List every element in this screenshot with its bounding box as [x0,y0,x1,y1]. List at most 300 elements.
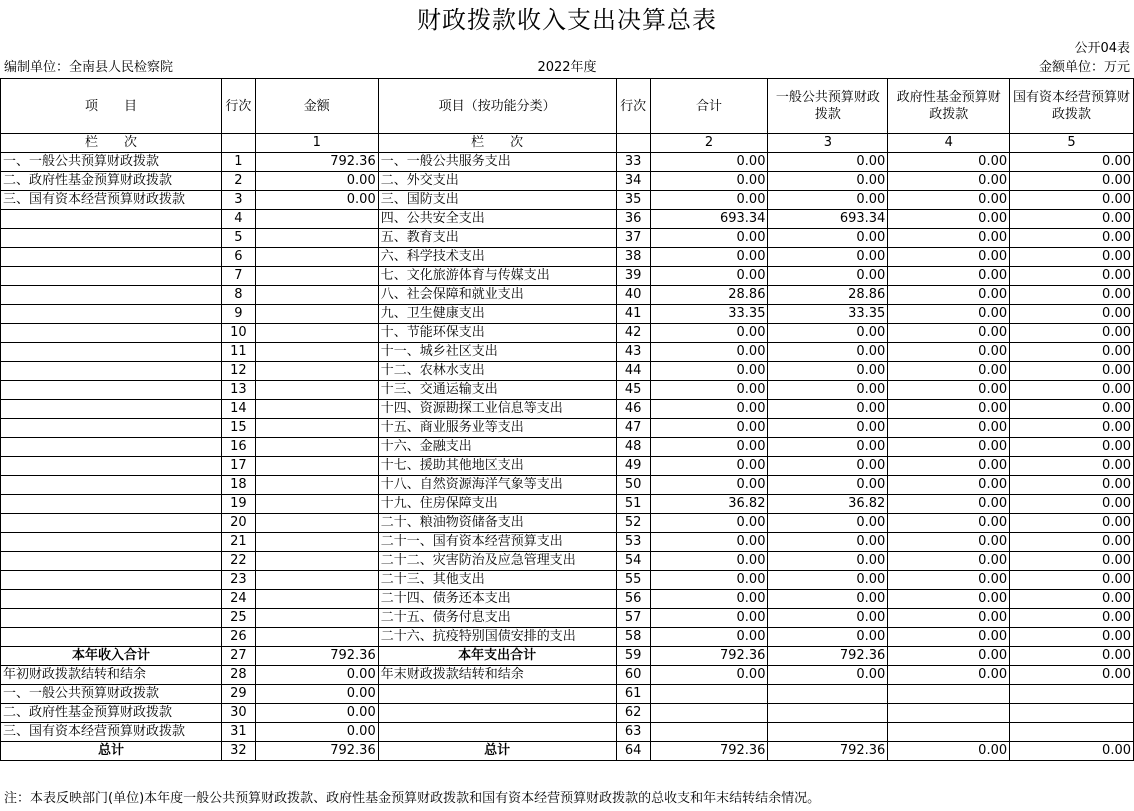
table-cell: 24 [221,590,255,609]
table-cell: 1 [221,153,255,172]
table-cell: 0.00 [888,153,1010,172]
table-cell: 0.00 [888,362,1010,381]
table-cell: 0.00 [650,666,768,685]
column-number-cell: 1 [255,134,378,153]
table-cell: 16 [221,438,255,457]
table-cell: 22 [221,552,255,571]
table-cell: 0.00 [768,628,888,647]
table-cell: 792.36 [768,647,888,666]
table-cell: 七、文化旅游体育与传媒支出 [378,267,616,286]
table-cell: 0.00 [1010,381,1134,400]
header-cell: 国有资本经营预算财政拨款 [1010,79,1134,134]
table-cell: 0.00 [650,153,768,172]
table-cell: 0.00 [255,685,378,704]
table-cell: 三、国有资本经营预算财政拨款 [1,191,222,210]
table-cell: 0.00 [888,590,1010,609]
table-cell: 二十三、其他支出 [378,571,616,590]
table-cell: 二十四、债务还本支出 [378,590,616,609]
table-cell: 十二、农林水支出 [378,362,616,381]
table-cell: 0.00 [888,628,1010,647]
table-cell: 0.00 [888,438,1010,457]
table-cell [1010,704,1134,723]
table-cell [255,286,378,305]
table-cell: 58 [616,628,650,647]
table-cell [255,438,378,457]
table-row [1,210,1134,229]
table-cell: 33.35 [650,305,768,324]
table-cell: 8 [221,286,255,305]
table-cell: 0.00 [255,172,378,191]
table-cell: 0.00 [1010,210,1134,229]
table-cell: 48 [616,438,650,457]
table-cell: 0.00 [888,286,1010,305]
table-cell: 0.00 [1010,153,1134,172]
table-cell: 0.00 [650,476,768,495]
table-row [1,571,1134,590]
table-cell: 0.00 [888,400,1010,419]
table-cell: 52 [616,514,650,533]
table-row [1,153,1134,172]
page-title: 财政拨款收入支出决算总表 [417,6,717,34]
table-cell: 50 [616,476,650,495]
table-cell: 38 [616,248,650,267]
table-cell: 0.00 [768,533,888,552]
table-cell: 九、卫生健康支出 [378,305,616,324]
table-cell: 0.00 [255,704,378,723]
table-cell: 7 [221,267,255,286]
table-row [1,723,1134,742]
table-cell: 二、政府性基金预算财政拨款 [1,704,222,723]
table-cell: 792.36 [650,647,768,666]
table-cell: 53 [616,533,650,552]
header-row [1,79,1134,134]
table-cell: 42 [616,324,650,343]
column-number-cell: 4 [888,134,1010,153]
table-row [1,742,1134,761]
table-cell [378,704,616,723]
table-cell: 0.00 [255,191,378,210]
table-cell: 35 [616,191,650,210]
table-cell [1,457,222,476]
table-cell: 40 [616,286,650,305]
table-cell: 0.00 [1010,267,1134,286]
table-cell: 0.00 [650,267,768,286]
table-cell: 63 [616,723,650,742]
table-cell: 0.00 [768,267,888,286]
table-cell: 51 [616,495,650,514]
table-cell: 0.00 [650,191,768,210]
table-cell [255,533,378,552]
table-cell: 0.00 [888,305,1010,324]
table-row [1,704,1134,723]
table-cell: 0.00 [650,400,768,419]
table-cell: 0.00 [768,419,888,438]
table-cell: 总计 [378,742,616,761]
table-cell: 43 [616,343,650,362]
table-cell: 17 [221,457,255,476]
table-cell: 23 [221,571,255,590]
table-cell: 28.86 [650,286,768,305]
table-cell: 0.00 [1010,552,1134,571]
table-cell: 0.00 [1010,248,1134,267]
table-row [1,590,1134,609]
table-cell: 37 [616,229,650,248]
table-cell [1,286,222,305]
table-cell: 年末财政拨款结转和结余 [378,666,616,685]
table-cell: 47 [616,419,650,438]
header-cell: 一般公共预算财政拨款 [768,79,888,134]
column-number-row [1,134,1134,153]
table-cell: 0.00 [1010,324,1134,343]
table-cell [255,552,378,571]
table-cell: 0.00 [768,381,888,400]
table-cell [255,324,378,343]
table-cell: 46 [616,400,650,419]
table-cell [650,704,768,723]
table-cell: 二十五、债务付息支出 [378,609,616,628]
table-cell: 0.00 [768,609,888,628]
table-cell: 28 [221,666,255,685]
table-cell [255,210,378,229]
header-cell: 金额 [255,79,378,134]
table-cell: 0.00 [1010,172,1134,191]
table-cell: 0.00 [1010,533,1134,552]
table-cell: 0.00 [650,552,768,571]
table-cell [768,704,888,723]
table-cell: 14 [221,400,255,419]
table-cell [255,514,378,533]
table-cell: 44 [616,362,650,381]
table-cell: 0.00 [768,191,888,210]
table-cell: 二十一、国有资本经营预算支出 [378,533,616,552]
table-cell: 59 [616,647,650,666]
table-cell [1,248,222,267]
table-row [1,324,1134,343]
table-cell: 26 [221,628,255,647]
table-cell: 0.00 [768,514,888,533]
table-cell: 0.00 [1010,476,1134,495]
table-cell: 792.36 [255,742,378,761]
table-cell: 十三、交通运输支出 [378,381,616,400]
table-cell: 0.00 [650,533,768,552]
table-cell: 二十六、抗疫特别国债安排的支出 [378,628,616,647]
table-cell: 0.00 [1010,590,1134,609]
table-cell: 0.00 [768,248,888,267]
table-cell: 0.00 [650,248,768,267]
table-cell: 45 [616,381,650,400]
table-cell: 39 [616,267,650,286]
table-code: 公开04表 [1074,41,1130,56]
table-cell: 0.00 [888,381,1010,400]
table-cell: 0.00 [1010,438,1134,457]
table-cell: 0.00 [768,552,888,571]
column-number-cell [221,134,255,153]
table-cell [1,438,222,457]
table-cell: 0.00 [650,590,768,609]
table-cell: 36.82 [768,495,888,514]
table-cell: 2 [221,172,255,191]
table-cell: 31 [221,723,255,742]
table-cell: 0.00 [650,514,768,533]
table-cell [1,267,222,286]
table-cell [255,495,378,514]
table-cell [1,476,222,495]
table-cell: 0.00 [1010,419,1134,438]
table-cell: 36.82 [650,495,768,514]
column-number-cell: 2 [650,134,768,153]
table-cell: 4 [221,210,255,229]
table-cell: 0.00 [650,609,768,628]
column-number-cell: 5 [1010,134,1134,153]
table-cell [1,210,222,229]
table-cell [378,685,616,704]
table-cell: 二、政府性基金预算财政拨款 [1,172,222,191]
table-cell: 0.00 [888,552,1010,571]
reporting-unit: 编制单位：全南县人民检察院 [4,60,174,75]
table-cell: 十一、城乡社区支出 [378,343,616,362]
table-cell [1,362,222,381]
table-cell: 6 [221,248,255,267]
table-cell: 0.00 [255,666,378,685]
table-cell: 五、教育支出 [378,229,616,248]
header-cell: 项 目 [1,79,222,134]
table-cell: 六、科学技术支出 [378,248,616,267]
table-cell: 56 [616,590,650,609]
table-cell: 三、国有资本经营预算财政拨款 [1,723,222,742]
table-cell: 28.86 [768,286,888,305]
table-cell: 一、一般公共预算财政拨款 [1,153,222,172]
table-cell: 57 [616,609,650,628]
table-cell: 三、国防支出 [378,191,616,210]
table-cell [1,400,222,419]
table-row [1,400,1134,419]
table-row [1,229,1134,248]
table-cell: 0.00 [1010,666,1134,685]
table-cell: 0.00 [1010,514,1134,533]
table-cell: 二十、粮油物资储备支出 [378,514,616,533]
table-cell: 本年收入合计 [1,647,222,666]
table-cell: 0.00 [1010,495,1134,514]
table-cell: 0.00 [255,723,378,742]
table-cell [255,343,378,362]
table-cell: 十、节能环保支出 [378,324,616,343]
table-cell [1,552,222,571]
table-cell [1,495,222,514]
table-cell: 0.00 [650,343,768,362]
table-cell: 0.00 [650,172,768,191]
table-cell: 0.00 [768,666,888,685]
table-row [1,609,1134,628]
table-cell: 19 [221,495,255,514]
table-cell: 十五、商业服务业等支出 [378,419,616,438]
table-cell: 0.00 [650,324,768,343]
table-cell: 33 [616,153,650,172]
table-cell: 15 [221,419,255,438]
table-cell [1010,723,1134,742]
table-cell: 49 [616,457,650,476]
table-cell: 十四、资源勘探工业信息等支出 [378,400,616,419]
column-number-cell: 3 [768,134,888,153]
table-row [1,685,1134,704]
table-cell: 60 [616,666,650,685]
table-cell: 693.34 [650,210,768,229]
table-cell: 二十二、灾害防治及应急管理支出 [378,552,616,571]
table-row [1,628,1134,647]
fiscal-year: 2022年度 [537,60,597,75]
table-row [1,248,1134,267]
table-row [1,191,1134,210]
table-cell [888,685,1010,704]
table-cell: 0.00 [768,590,888,609]
table-cell: 792.36 [255,153,378,172]
table-cell [255,590,378,609]
table-cell: 0.00 [768,324,888,343]
table-cell [768,685,888,704]
table-cell [650,685,768,704]
table-cell: 11 [221,343,255,362]
table-cell: 792.36 [650,742,768,761]
table-cell: 0.00 [650,381,768,400]
table-cell: 0.00 [888,191,1010,210]
table-cell: 0.00 [1010,647,1134,666]
table-cell [1,229,222,248]
table-cell [255,229,378,248]
table-cell: 0.00 [888,172,1010,191]
table-row [1,305,1134,324]
table-cell: 61 [616,685,650,704]
table-cell: 十九、住房保障支出 [378,495,616,514]
table-cell: 0.00 [650,419,768,438]
table-cell: 十六、金融支出 [378,438,616,457]
table-cell: 12 [221,362,255,381]
table-row [1,666,1134,685]
header-cell: 行次 [616,79,650,134]
table-cell [1010,685,1134,704]
table-cell: 十七、援助其他地区支出 [378,457,616,476]
table-cell: 0.00 [768,400,888,419]
table-cell: 0.00 [768,343,888,362]
table-cell: 36 [616,210,650,229]
table-cell [255,248,378,267]
table-cell [888,723,1010,742]
table-cell: 0.00 [650,457,768,476]
table-cell: 一、一般公共预算财政拨款 [1,685,222,704]
footnote: 注：本表反映部门(单位)本年度一般公共预算财政拨款、政府性基金预算财政拨款和国有资本经营预算财政拨款的总收支和年末结转结余情况。 [4,791,821,806]
table-cell: 29 [221,685,255,704]
table-cell: 21 [221,533,255,552]
table-cell: 0.00 [768,476,888,495]
table-cell: 0.00 [888,457,1010,476]
table-cell: 0.00 [888,571,1010,590]
table-cell [1,305,222,324]
table-row [1,267,1134,286]
table-cell: 0.00 [1010,191,1134,210]
header-cell: 行次 [221,79,255,134]
table-cell: 0.00 [650,362,768,381]
table-cell: 0.00 [888,495,1010,514]
table-cell: 0.00 [888,343,1010,362]
column-number-cell: 栏 次 [1,134,222,153]
money-unit: 金额单位：万元 [1038,60,1130,75]
table-cell: 0.00 [768,229,888,248]
table-cell: 34 [616,172,650,191]
table-cell: 792.36 [768,742,888,761]
table-cell: 20 [221,514,255,533]
column-number-cell: 栏 次 [378,134,616,153]
table-cell: 0.00 [768,438,888,457]
table-cell: 0.00 [650,571,768,590]
table-cell [255,457,378,476]
table-cell: 64 [616,742,650,761]
table-cell [1,419,222,438]
table-cell: 四、公共安全支出 [378,210,616,229]
table-cell: 0.00 [888,419,1010,438]
table-cell: 0.00 [888,476,1010,495]
table-cell: 0.00 [768,571,888,590]
table-cell [255,305,378,324]
table-cell: 0.00 [1010,609,1134,628]
table-cell [255,628,378,647]
table-cell: 0.00 [650,438,768,457]
table-cell [378,723,616,742]
table-cell [255,419,378,438]
table-cell: 9 [221,305,255,324]
table-cell: 0.00 [888,533,1010,552]
table-cell: 54 [616,552,650,571]
table-cell: 27 [221,647,255,666]
table-cell: 792.36 [255,647,378,666]
table-cell: 0.00 [888,742,1010,761]
table-row [1,514,1134,533]
table-cell: 693.34 [768,210,888,229]
table-cell: 0.00 [888,609,1010,628]
table-cell [768,723,888,742]
table-cell: 0.00 [650,628,768,647]
table-cell: 0.00 [888,229,1010,248]
table-cell [888,704,1010,723]
table-cell: 0.00 [888,210,1010,229]
table-cell: 10 [221,324,255,343]
header-cell: 政府性基金预算财政拨款 [888,79,1010,134]
table-cell: 十八、自然资源海洋气象等支出 [378,476,616,495]
table-cell: 5 [221,229,255,248]
table-cell: 0.00 [768,457,888,476]
table-cell: 0.00 [888,514,1010,533]
table-row [1,552,1134,571]
table-cell: 3 [221,191,255,210]
table-row [1,533,1134,552]
table-cell [255,400,378,419]
table-cell [1,533,222,552]
table-cell [1,590,222,609]
table-cell: 0.00 [1010,742,1134,761]
table-cell: 一、一般公共服务支出 [378,153,616,172]
table-cell: 总计 [1,742,222,761]
table-row [1,495,1134,514]
table-row [1,343,1134,362]
budget-table [0,78,1134,761]
table-cell: 0.00 [1010,343,1134,362]
table-cell: 0.00 [888,267,1010,286]
table-cell: 55 [616,571,650,590]
table-cell [255,571,378,590]
table-cell: 0.00 [888,248,1010,267]
table-cell: 25 [221,609,255,628]
table-cell: 0.00 [1010,457,1134,476]
table-cell: 13 [221,381,255,400]
table-cell: 18 [221,476,255,495]
table-row [1,286,1134,305]
